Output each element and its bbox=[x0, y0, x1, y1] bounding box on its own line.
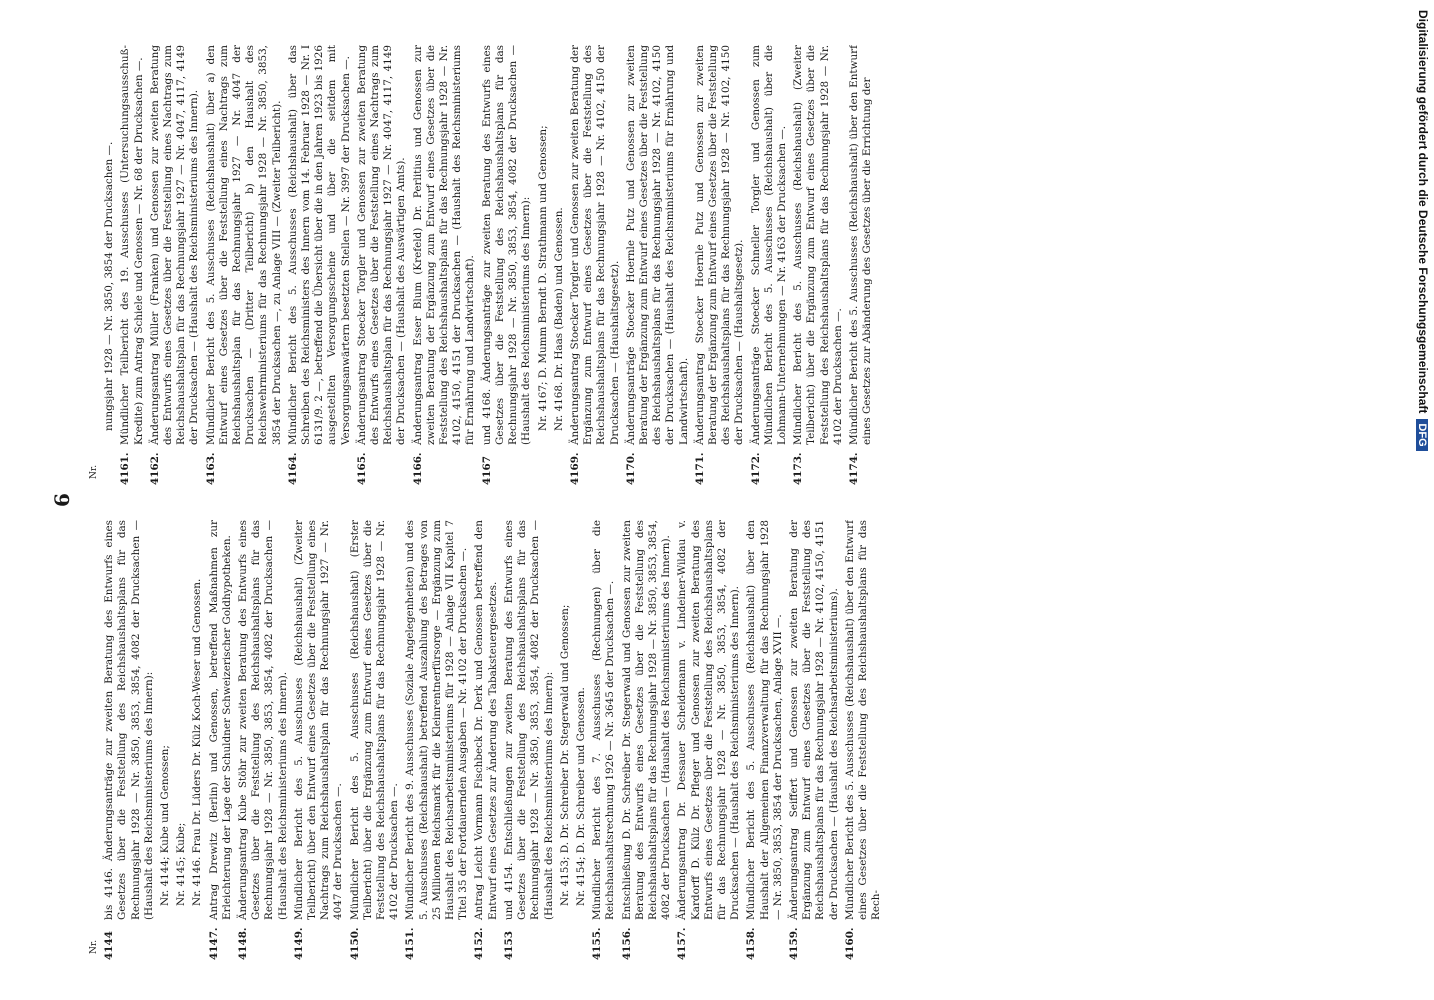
column-header: Nr. bbox=[89, 464, 99, 479]
entry-number bbox=[575, 920, 588, 960]
entry-text: Änderungsantrag Dr. Dessauer Scheidemann v. Lindeiner-Wildau v. Kardorff D. Külz Dr. Pfleger und Genossen zur zweiten Beratung des Entwurfs eines Gesetzes über die Feststellung des Reichshaushaltsplans für das Rechnungsjahr 1928 — Nr. 3850, 3853, 3854, 4082 der Drucksachen — (Haushalt des Reichsministeriums des Innern). bbox=[676, 520, 742, 920]
entry-text: Mündlicher Bericht des 7. Ausschusses (Rechnungen) über die Reichshaushaltsrechnung 1926 — Nr. 3645 der Drucksachen —. bbox=[591, 520, 617, 920]
entry-number: 4152. bbox=[473, 927, 486, 960]
entry-number: 4157. bbox=[676, 927, 689, 960]
left-column bbox=[88, 520, 1338, 960]
entry-text: Änderungsantrag Seiffert und Genossen zur zweiten Beratung der Ergänzung zum Entwurf eines Gesetzes über die Feststellung des Reichshaushaltsplans für das Rechnungsjahr 1928 — Nr. 4102, 4150, 4151 der Drucksachen — (Haushalt des Reichsarbeitsministeriums). bbox=[787, 520, 840, 920]
digitization-banner bbox=[1408, 0, 1432, 1000]
entry-text: Mündlicher Bericht des 5. Ausschusses (Reichshaushalt) über a) den Entwurf eines Gesetzes über die Feststellung eines Nachtrags zum Reichshaushaltsplan für das Rechnungsjahr 1927 — Nr. 4047 der Drucksachen — (Dritter Teilbericht) b) den Haushalt des Reichswehrministeriums für das Rechnungsjahr 1928 — Nr. 3850, 3853, 3854 der Drucksachen —, zu Anlage VIII — (Zweiter Teilbericht). bbox=[204, 45, 283, 445]
list-item bbox=[103, 520, 156, 960]
entry-number: 4147. bbox=[207, 927, 220, 960]
entry-text: Nr. 4144; Kube und Genossen; bbox=[159, 745, 172, 906]
dfg-logo: DFG bbox=[1416, 419, 1428, 450]
list-item bbox=[349, 520, 402, 960]
list-item bbox=[481, 45, 534, 485]
entry-number: 4167 bbox=[480, 456, 493, 485]
entry-text: Nr. 4153; D. Dr. Schreiber Dr. Stegerwald und Genossen; bbox=[558, 604, 571, 906]
list-item bbox=[293, 520, 346, 960]
list-item bbox=[119, 45, 145, 485]
entry-number bbox=[103, 445, 116, 485]
entry-text: und 4154. Entschließungen zur zweiten Beratung des Entwurfs eines Gesetzes über die Feststellung des Reichshaushaltsplans für das Rechnungsjahr 1928 — Nr. 3850, 3853, 3854, 4082 der Drucksachen — (Haushalt des Reichsministeriums des Innern): bbox=[502, 520, 555, 920]
entry-text: Mündlicher Bericht des 5. Ausschusses (Reichshaushalt) (Erster Teilbericht) über die Ergänzung zum Entwurf eines Gesetzes über die Feststellung des Reichshaushaltsplans für das Rechnungsjahr 1928 — Nr. 4102 der Drucksachen —. bbox=[348, 520, 401, 920]
list-item bbox=[745, 520, 785, 960]
entry-text: Antrag Drewitz (Berlin) und Genossen, betreffend Maßnahmen zur Erleichterung der Lage der Schuldner Schweizerischer Goldhypotheken. bbox=[207, 520, 233, 920]
list-item bbox=[103, 45, 116, 485]
entry-number: 4161. bbox=[119, 452, 132, 485]
banner-text: Digitalisierung gefördert durch die Deutsche Forschungsgemeinschaft bbox=[1416, 10, 1430, 414]
entry-text: Mündlicher Bericht des 5. Ausschusses (Reichshaushalt) über den Haushalt der Allgemeinen Finanzverwaltung für das Rechnungsjahr 1928 — Nr. 3850, 3853, 3854 der Drucksachen, Anlage XVII —. bbox=[745, 520, 784, 920]
entry-number bbox=[191, 920, 204, 960]
entry-text: Mündlicher Bericht des 9. Ausschusses (Soziale Angelegenheiten) und des 5. Ausschusses (Reichshaushalt) betreffend Auszahlung des Betrages von 25 Millionen Reichsmark für die Kleinrentnerfürsorge — Ergänzung zum Haushalt des Reichsarbeitsministeriums für 1928 — Anlage VII Kapitel 7 Titel 35 der Fortdauernden Ausgaben — Nr. 4102 der Drucksachen —. bbox=[404, 520, 470, 920]
entry-text: Änderungsantrag Stoecker Torgler und Genossen zur zweiten Beratung der Ergänzung zum Entwurf eines Gesetzes über die Feststellung des Reichshaushaltsplans für das Rechnungsjahr 1928 — Nr. 4102, 4150 der Drucksachen — (Haushaltsgesetz). bbox=[568, 45, 621, 445]
entry-number: 4164. bbox=[286, 452, 299, 485]
list-item bbox=[621, 520, 674, 960]
entry-text: Nr. 4145; Kube; bbox=[175, 822, 188, 906]
entry-text: Änderungsantrag Stoecker Hoernle Putz und Genossen zur zweiten Beratung der Ergänzung zum Entwurf eines Gesetzes über die Feststellung des Reichshaushaltsplans für das Rechnungsjahr 1928 — Nr. 4102, 4150 der Drucksachen — (Haushaltsgesetz). bbox=[693, 45, 746, 445]
list-item bbox=[356, 45, 409, 485]
entry-text: Nr. 4167; D. Mumm Berndt D. Strathmann und Genossen; bbox=[536, 125, 549, 431]
entry-number: 4162. bbox=[148, 452, 161, 485]
entry-text: Antrag Leicht Vormann Fischbeck Dr. Derk und Genossen betreffend den Entwurf eines Gesetzes zur Änderung des Tabaksteuergesetzes. bbox=[473, 520, 499, 920]
list-item bbox=[287, 45, 353, 485]
entry-text: Änderungsanträge Stoecker Hoernle Putz und Genossen zur zweiten Beratung der Ergänzung zum Entwurf eines Gesetzes über die Feststellung des Reichshaushaltsplans für das Rechnungsjahr 1928 — Nr. 4102, 4150 der Drucksachen — (Haushalt des Reichsministeriums für Ernährung und Landwirtschaft). bbox=[624, 45, 690, 445]
entry-number: 4151. bbox=[404, 927, 417, 960]
entry-number: 4169. bbox=[568, 452, 581, 485]
entry-number: 4144 bbox=[103, 931, 116, 960]
list-item bbox=[404, 520, 470, 960]
entry-text: Mündlicher Bericht des 5. Ausschusses (Reichshaushalt) (Zweiter Teilbericht) über den Entwurf eines Gesetzes über die Feststellung eines Nachtrags zum Reichshaushaltsplan für das Rechnungsjahr 1927 — Nr. 4047 der Drucksachen —. bbox=[292, 520, 345, 920]
list-item bbox=[848, 45, 874, 485]
entry-text: bis 4146. Änderungsanträge zur zweiten Beratung des Entwurfs eines Gesetzes über die Feststellung des Reichshaushaltsplans für das Rechnungsjahr 1928 — Nr. 3850, 3853, 3854, 4082 der Drucksachen — (Haushalt des Reichsministeriums des Innern): bbox=[103, 520, 155, 920]
entry-number: 4173. bbox=[792, 452, 805, 485]
banner-text-wrap bbox=[1408, 0, 1430, 1000]
list-item bbox=[575, 520, 588, 960]
list-item bbox=[412, 45, 478, 485]
list-item bbox=[591, 520, 617, 960]
entry-number: 4150. bbox=[348, 927, 361, 960]
entry-number: 4149. bbox=[292, 927, 305, 960]
entry-number: 4170. bbox=[624, 452, 637, 485]
list-item bbox=[208, 520, 234, 960]
list-item bbox=[149, 45, 202, 485]
entry-number: 4171. bbox=[693, 452, 706, 485]
entry-number: 4163. bbox=[204, 452, 217, 485]
list-item bbox=[237, 520, 290, 960]
entry-number bbox=[537, 445, 550, 485]
list-item bbox=[694, 45, 747, 485]
column-header: Nr. bbox=[89, 939, 99, 954]
entry-number: 4158. bbox=[745, 927, 758, 960]
list-item bbox=[844, 520, 884, 960]
entry-number: 4155. bbox=[591, 927, 604, 960]
entry-number: 4174. bbox=[847, 452, 860, 485]
entry-text: nungsjahr 1928 — Nr. 3850, 3854 der Drucksachen —. bbox=[103, 141, 116, 431]
list-item bbox=[205, 45, 284, 485]
list-item bbox=[569, 45, 622, 485]
entry-number bbox=[553, 445, 566, 485]
list-item bbox=[159, 520, 172, 960]
list-item bbox=[559, 520, 572, 960]
entry-text: Änderungsantrag Müller (Franken) und Genossen zur zweiten Beratung des Entwurfs eines Gesetzes über die Feststellung eines Nachtrags zum Reichshaushaltsplan für das Rechnungsjahr 1927 — Nr. 4047, 4117, 4149 der Drucksachen — (Haushalt des Reichsministeriums des Innern). bbox=[148, 45, 201, 445]
list-item bbox=[553, 45, 566, 485]
page-number: 6 bbox=[50, 493, 74, 507]
entry-text: Mündlicher Teilbericht des 19. Ausschusses (Untersuchungsausschuß-Kredite) zum Antrag Schiele und Genossen — Nr. 68 der Drucksachen —. bbox=[119, 45, 145, 445]
entry-number: 4159. bbox=[787, 927, 800, 960]
entry-number: 4172. bbox=[749, 452, 762, 485]
entry-number: 4153 bbox=[502, 931, 515, 960]
entry-text: Mündlicher Bericht des 5. Ausschusses (Reichshaushalt) über das Schreiben des Reichsministers des Innern vom 14. Februar 1928 — Nr. I 6131/9. 2 —, betreffend die Übersicht über die in den Jahren 1923 bis 1926 ausgestellten Versorgungsscheine und über die seitdem mit Versorgungsanwärtern besetzten Stellen — Nr. 3997 der Drucksachen —. bbox=[286, 45, 352, 445]
list-item bbox=[175, 520, 188, 960]
entry-text: Änderungsanträge Stoecker Schneller Torgler und Genossen zum Mündlichen Bericht des 5. Ausschusses (Reichshaushalt) über die Lohmann-Unternehmungen — Nr. 4163 der Drucksachen —. bbox=[749, 45, 788, 445]
list-item bbox=[625, 45, 691, 485]
entry-text: Änderungsantrag Stoecker Torgler und Genossen zur zweiten Beratung des Entwurfs eines Gesetzes über die Feststellung eines Nachtrags zum Reichshaushaltsplan für das Rechnungsjahr 1927 — Nr. 4047, 4117, 4149 der Drucksachen — (Haushalt des Auswärtigen Amts). bbox=[355, 45, 408, 445]
entry-number bbox=[159, 920, 172, 960]
entry-number: 4166. bbox=[411, 452, 424, 485]
list-item bbox=[537, 45, 550, 485]
entry-number: 4148. bbox=[237, 927, 250, 960]
entry-number bbox=[175, 920, 188, 960]
list-item bbox=[676, 520, 742, 960]
entry-text: Änderungsantrag Kube Stöhr zur zweiten Beratung des Entwurfs eines Gesetzes über die Feststellung des Reichshaushaltsplans für das Rechnungsjahr 1928 — Nr. 3850, 3853, 3854, 4082 der Drucksachen — (Haushalt des Reichsministeriums des Innern). bbox=[237, 520, 289, 920]
entry-text: Mündlicher Bericht des 5. Ausschusses (Reichshaushalt) über den Entwurf eines Gesetzes über die Feststellung des Reichshaushaltsplans für das Rech- bbox=[843, 520, 883, 920]
right-column bbox=[88, 45, 1338, 485]
entry-text: und 4168. Änderungsanträge zur zweiten Beratung des Entwurfs eines Gesetzes über die Feststellung des Reichshaushaltsplans für das Rechnungsjahr 1928 — Nr. 3850, 3853, 3854, 4082 der Drucksachen — (Haushalt des Reichsministeriums des Innern): bbox=[480, 45, 533, 445]
entry-number: 4156. bbox=[620, 927, 633, 960]
list-item bbox=[792, 45, 845, 485]
entry-text: Mündlicher Bericht des 5. Ausschusses (Reichshaushalt) (Zweiter Teilbericht) über die Ergänzung zum Entwurf eines Gesetzes über die Feststellung des Reichshaushaltsplans für das Rechnungsjahr 1928 — Nr. 4102 der Drucksachen —. bbox=[792, 45, 844, 445]
entry-text: Nr. 4146. Frau Dr. Lüders Dr. Külz Koch-Weser und Genossen. bbox=[191, 578, 204, 906]
rotated-document-page bbox=[50, 40, 1350, 960]
list-item bbox=[503, 520, 556, 960]
list-item bbox=[788, 520, 841, 960]
entry-text: Nr. 4168. Dr. Haas (Baden) und Genossen. bbox=[552, 207, 565, 431]
entry-text: Änderungsantrag Esser Blum (Krefeld) Dr. Perlitius und Genossen zur zweiten Beratung der Ergänzung zum Entwurf eines Gesetzes über die Feststellung des Reichshaushaltsplans für das Rechnungsjahr 1928 — Nr. 4102, 4150, 4151 der Drucksachen — (Haushalt des Reichsministeriums für Ernährung und Landwirtschaft). bbox=[411, 45, 477, 445]
list-item bbox=[473, 520, 499, 960]
entry-number bbox=[559, 920, 572, 960]
entry-number: 4165. bbox=[355, 452, 368, 485]
entry-text: Entschließung D. Dr. Schreiber Dr. Stegerwald und Genossen zur zweiten Beratung des Entwurfs eines Gesetzes über die Feststellung des Reichshaushaltsplans für das Rechnungsjahr 1928 — Nr. 3850, 3853, 3854, 4082 der Drucksachen — (Haushalt des Reichsministeriums des Innern). bbox=[620, 520, 673, 920]
entry-list-right bbox=[103, 45, 874, 485]
list-item bbox=[191, 520, 204, 960]
entry-number: 4160. bbox=[843, 927, 856, 960]
entry-text: Nr. 4154; D. Dr. Schreiber und Genossen. bbox=[574, 687, 587, 906]
list-item bbox=[750, 45, 790, 485]
entry-list-left bbox=[103, 520, 883, 960]
entry-text: Mündlicher Bericht des 5. Ausschusses (Reichshaushalt) über den Entwurf eines Gesetzes zur Abänderung des Gesetzes über die Errichtung der bbox=[847, 45, 874, 445]
